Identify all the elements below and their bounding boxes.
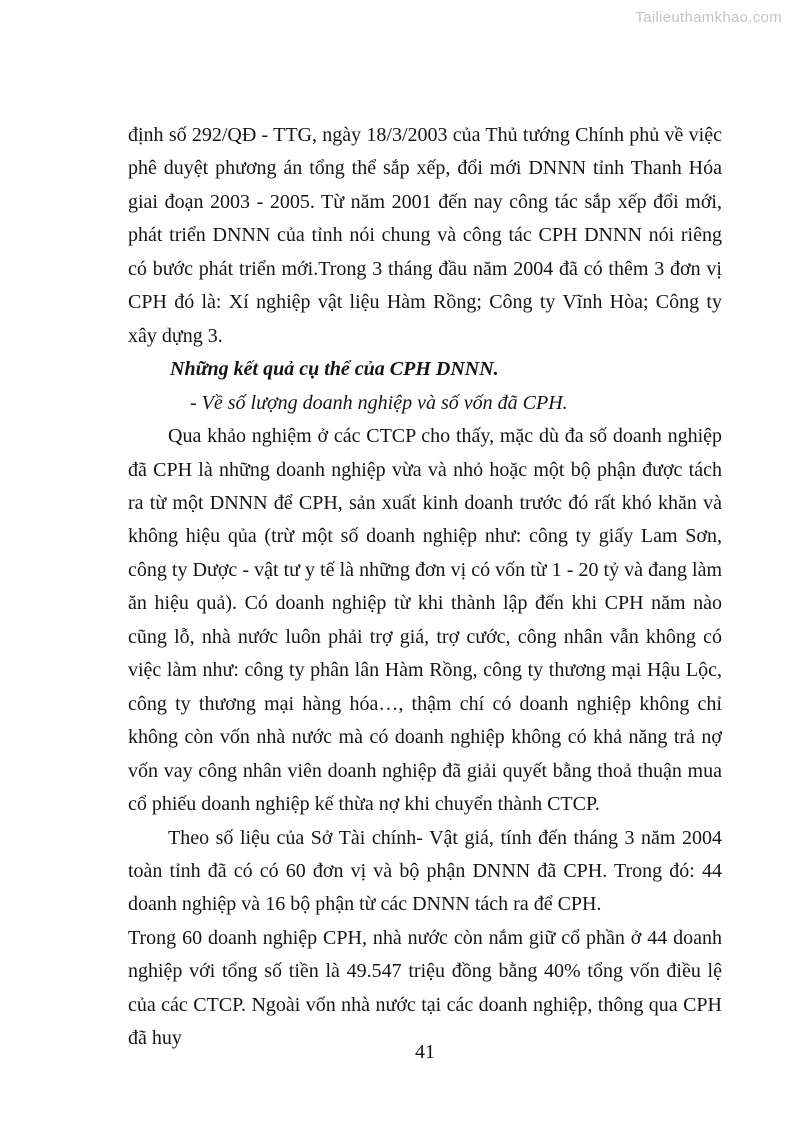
subsection-heading: - Về số lượng doanh nghiệp và số vốn đã CPH. xyxy=(190,391,568,414)
paragraph: Trong 60 doanh nghiệp CPH, nhà nước còn nắm giữ cổ phần ở 44 doanh nghiệp với tổng số tiền là 49.547 triệu đồng bằng 40% tổng vốn điều lệ của các CTCP. Ngoài vốn nhà nước tại các doanh nghiệp, thông qua CPH đã huy xyxy=(128,926,722,1050)
paragraph-continuation: định số 292/QĐ - TTG, ngày 18/3/2003 của Thủ tướng Chính phủ về việc phê duyệt phương án tổng thể sắp xếp, đổi mới DNNN tỉnh Thanh Hóa giai đoạn 2003 - 2005. Từ năm 2001 đến nay công tác sắp xếp đổi mới, phát triển DNNN của tỉnh nói chung và công tác CPH DNNN nói riêng có bước phát triển mới.Trong 3 tháng đầu năm 2004 đã có thêm 3 đơn vị CPH đó là: Xí nghiệp vật liệu Hàm Rồng; Công ty Vĩnh Hòa; Công ty xây dựng 3. xyxy=(128,124,722,347)
paragraph: Theo số liệu của Sở Tài chính- Vật giá, tính đến tháng 3 năm 2004 toàn tỉnh đã có có 60 đơn vị và bộ phận DNNN đã CPH. Trong đó: 44 doanh nghiệp và 16 bộ phận từ các DNNN tách ra để CPH. xyxy=(128,826,722,916)
page-number: 41 xyxy=(415,1041,435,1063)
section-heading: Những kết quả cụ thể của CPH DNNN. xyxy=(170,358,499,381)
page-body xyxy=(128,119,722,1056)
watermark-text: Tailieuthamkhao.com xyxy=(635,9,782,26)
paragraph: Qua khảo nghiệm ở các CTCP cho thấy, mặc dù đa số doanh nghiệp đã CPH là những doanh nghiệp vừa và nhỏ hoặc một bộ phận được tách ra từ một DNNN để CPH, sản xuất kinh doanh trước đó rất khó khăn và không hiệu qủa (trừ một số doanh nghiệp như: công ty giấy Lam Sơn, công ty Dược - vật tư y tế là những đơn vị có vốn từ 1 - 20 tỷ và đang làm ăn hiệu quả). Có doanh nghiệp từ khi thành lập đến khi CPH năm nào cũng lỗ, nhà nước luôn phải trợ giá, trợ cước, công nhân vẫn không có việc làm như: công ty phân lân Hàm Rồng, công ty thương mại Hậu Lộc, công ty thương mại hàng hóa…, thậm chí có doanh nghiệp không chỉ không còn vốn nhà nước mà có doanh nghiệp không có khả năng trả nợ vốn vay công nhân viên doanh nghiệp đã giải quyết bằng thoả thuận mua cổ phiếu doanh nghiệp kế thừa nợ khi chuyển thành CTCP. xyxy=(128,425,722,816)
